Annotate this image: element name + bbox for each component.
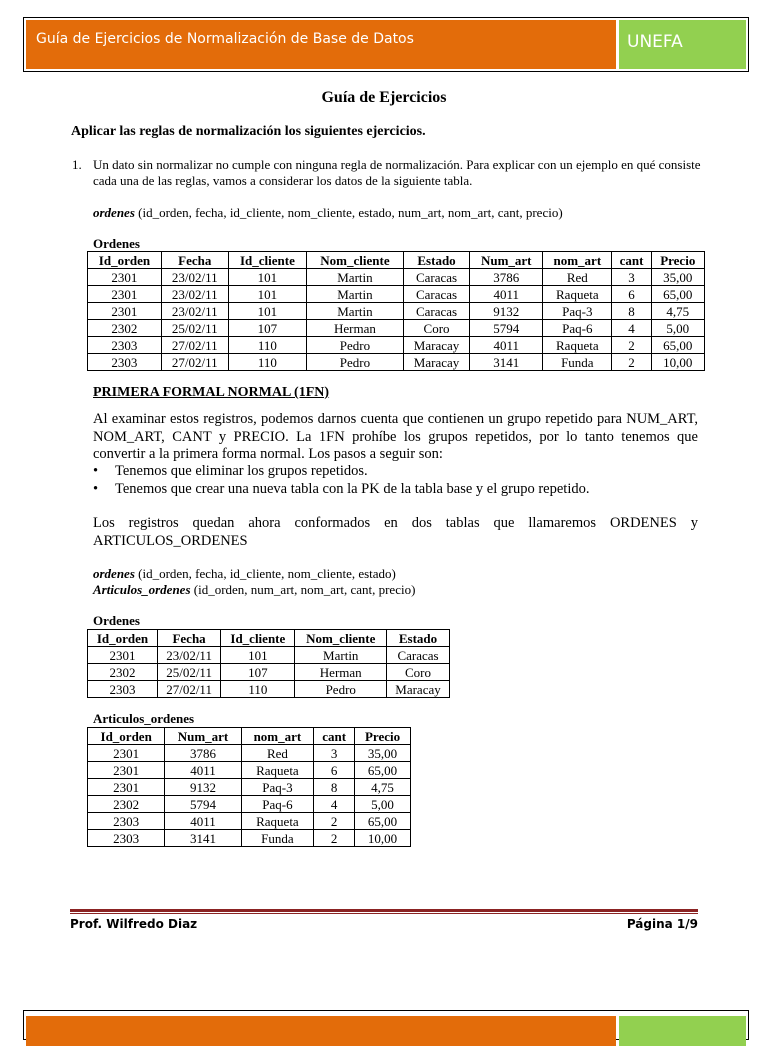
table-row	[88, 830, 411, 847]
table-cell: 2303	[88, 813, 165, 830]
table-row	[88, 762, 411, 779]
header-title: Guía de Ejercicios de Normalización de Base de Datos	[36, 31, 414, 47]
table-cell: 35,00	[651, 269, 704, 286]
table-cell: 3	[314, 745, 355, 762]
table-row	[88, 303, 705, 320]
table-cell: 107	[221, 664, 295, 681]
table-cell: 2	[612, 337, 651, 354]
table-cell: 2302	[88, 320, 162, 337]
table-row	[88, 681, 450, 698]
table-cell: Funda	[241, 830, 314, 847]
articles-orders-table	[87, 727, 411, 847]
paragraph: Los registros quedan ahora conformados en dos tablas que llamaremos ORDENES y ARTICULOS_ORDENES	[93, 515, 698, 549]
footer-rule-thin	[70, 913, 698, 914]
table-cell: 110	[228, 337, 306, 354]
table-cell: Martin	[295, 647, 387, 664]
bullet-list	[93, 462, 703, 498]
table-cell: 2301	[88, 745, 165, 762]
table-cell: Herman	[307, 320, 404, 337]
table-cell: 107	[228, 320, 306, 337]
table-cell: 101	[221, 647, 295, 664]
table-cell: 110	[228, 354, 306, 371]
table-cell: 35,00	[355, 745, 411, 762]
table-cell: Pedro	[307, 354, 404, 371]
table-cell: 2301	[88, 303, 162, 320]
table-cell: 10,00	[355, 830, 411, 847]
column-header: Precio	[355, 728, 411, 745]
table-cell: 5794	[470, 320, 543, 337]
list-item-text: Un dato sin normalizar no cumple con ninguna regla de normalización. Para explicar con un ejemplo en qué consiste cada una de las reglas, vamos a considerar los datos de la siguiente tabla.	[93, 157, 701, 188]
table-cell: 2301	[88, 779, 165, 796]
column-header: Estado	[403, 252, 469, 269]
table-cell: 3141	[165, 830, 241, 847]
table-cell: Paq-3	[543, 303, 612, 320]
schema-ordenes-full	[93, 205, 563, 221]
table-cell: 4011	[470, 286, 543, 303]
column-header: Estado	[387, 630, 450, 647]
table-header-row	[88, 630, 450, 647]
table-cell: 23/02/11	[161, 269, 228, 286]
table-cell: 3	[612, 269, 651, 286]
column-header: Precio	[651, 252, 704, 269]
table-cell: 101	[228, 286, 306, 303]
table-cell: 2	[314, 813, 355, 830]
table-cell: Martin	[307, 269, 404, 286]
table-cell: Martin	[307, 303, 404, 320]
table-cell: Coro	[403, 320, 469, 337]
table-row	[88, 664, 450, 681]
table-cell: Maracay	[403, 354, 469, 371]
schema-articulos-ordenes	[93, 582, 415, 598]
table-cell: Red	[241, 745, 314, 762]
next-page-header	[23, 1010, 749, 1040]
header-title-bar	[26, 20, 616, 69]
column-header: Num_art	[470, 252, 543, 269]
column-header: Id_orden	[88, 630, 158, 647]
table-caption: Articulos_ordenes	[93, 711, 195, 726]
table-cell: 4	[314, 796, 355, 813]
table-cell: 23/02/11	[161, 303, 228, 320]
table-cell: 4,75	[355, 779, 411, 796]
table-header-row	[88, 252, 705, 269]
column-header: Id_orden	[88, 252, 162, 269]
table-cell: Caracas	[387, 647, 450, 664]
document-title: Guía de Ejercicios	[321, 89, 447, 106]
table-header-row	[88, 728, 411, 745]
column-header: Id_cliente	[228, 252, 306, 269]
table-row	[88, 813, 411, 830]
column-header: nom_art	[543, 252, 612, 269]
table-cell: Paq-3	[241, 779, 314, 796]
table-cell: 4011	[470, 337, 543, 354]
instruction-text: Aplicar las reglas de normalización los siguientes ejercicios.	[71, 124, 426, 139]
table-cell: 6	[314, 762, 355, 779]
table-cell: 27/02/11	[157, 681, 220, 698]
table-cell: 27/02/11	[161, 354, 228, 371]
table-cell: Raqueta	[241, 813, 314, 830]
table-row	[88, 647, 450, 664]
table-cell: 101	[228, 303, 306, 320]
table-cell: Raqueta	[543, 286, 612, 303]
table-cell: 8	[612, 303, 651, 320]
table-cell: Maracay	[387, 681, 450, 698]
list-number: 1.	[72, 157, 82, 172]
table-cell: 2303	[88, 830, 165, 847]
table-cell: 3786	[470, 269, 543, 286]
header-brand-box	[619, 20, 746, 69]
table-cell: 2301	[88, 762, 165, 779]
column-header: Nom_cliente	[307, 252, 404, 269]
schema-fields: (id_orden, num_art, nom_art, cant, precio)	[193, 582, 416, 597]
table-cell: 5794	[165, 796, 241, 813]
schema-fields: (id_orden, fecha, id_cliente, nom_cliente, estado)	[138, 566, 396, 581]
table-cell: 10,00	[651, 354, 704, 371]
table-cell: 4011	[165, 813, 241, 830]
table-cell: 6	[612, 286, 651, 303]
column-header: Nom_cliente	[295, 630, 387, 647]
table-cell: 25/02/11	[157, 664, 220, 681]
table-cell: 2	[612, 354, 651, 371]
table-cell: 2301	[88, 269, 162, 286]
column-header: Fecha	[161, 252, 228, 269]
schema-ordenes	[93, 566, 396, 582]
table-cell: Raqueta	[543, 337, 612, 354]
table-cell: 101	[228, 269, 306, 286]
orders-1fn-table	[87, 629, 450, 698]
table-cell: Caracas	[403, 269, 469, 286]
table-cell: 23/02/11	[161, 286, 228, 303]
schema-name: ordenes	[93, 566, 135, 581]
page-header	[23, 17, 749, 72]
table-cell: 4	[612, 320, 651, 337]
table-cell: 2302	[88, 664, 158, 681]
table-cell: Coro	[387, 664, 450, 681]
next-page-title-bar	[26, 1016, 616, 1046]
column-header: cant	[612, 252, 651, 269]
table-cell: 3786	[165, 745, 241, 762]
table-row	[88, 286, 705, 303]
column-header: Fecha	[157, 630, 220, 647]
section-heading: PRIMERA FORMAL NORMAL (1FN)	[93, 385, 330, 400]
table-cell: 65,00	[651, 337, 704, 354]
column-header: cant	[314, 728, 355, 745]
table-cell: 65,00	[355, 813, 411, 830]
schema-name: ordenes	[93, 205, 135, 220]
column-header: Num_art	[165, 728, 241, 745]
table-cell: 3141	[470, 354, 543, 371]
table-cell: 8	[314, 779, 355, 796]
orders-unnormalized-table	[87, 251, 705, 371]
table-cell: 2303	[88, 681, 158, 698]
column-header: nom_art	[241, 728, 314, 745]
table-cell: Martin	[307, 286, 404, 303]
table-row	[88, 779, 411, 796]
column-header: Id_cliente	[221, 630, 295, 647]
table-cell: 2303	[88, 354, 162, 371]
table-cell: 2	[314, 830, 355, 847]
next-page-brand-box	[619, 1016, 746, 1046]
table-cell: Paq-6	[241, 796, 314, 813]
header-brand: UNEFA	[627, 32, 683, 52]
table-row	[88, 320, 705, 337]
table-cell: Maracay	[403, 337, 469, 354]
table-cell: 5,00	[355, 796, 411, 813]
table-cell: Caracas	[403, 286, 469, 303]
table-row	[88, 796, 411, 813]
table-row	[88, 745, 411, 762]
table-cell: 65,00	[651, 286, 704, 303]
footer-author: Prof. Wilfredo Diaz	[70, 917, 198, 931]
table-cell: Pedro	[295, 681, 387, 698]
table-cell: 2301	[88, 647, 158, 664]
table-cell: 2303	[88, 337, 162, 354]
schema-name: Articulos_ordenes	[93, 582, 191, 597]
footer-page-number: Página 1/9	[626, 917, 698, 931]
table-cell: 23/02/11	[157, 647, 220, 664]
table-caption: Ordenes	[93, 613, 140, 628]
paragraph: Al examinar estos registros, podemos darnos cuenta que contienen un grupo repetido para NUM_ART, NOM_ART, CANT y PRECIO. La 1FN prohíbe los grupos repetidos, por lo tanto tenemos que convertir a la primera forma normal. Los pasos a seguir son:	[93, 411, 698, 462]
table-cell: 2301	[88, 286, 162, 303]
table-cell: 9132	[165, 779, 241, 796]
table-cell: Red	[543, 269, 612, 286]
table-cell: Raqueta	[241, 762, 314, 779]
table-cell: 4,75	[651, 303, 704, 320]
table-cell: 65,00	[355, 762, 411, 779]
table-cell: 5,00	[651, 320, 704, 337]
table-cell: Caracas	[403, 303, 469, 320]
column-header: Id_orden	[88, 728, 165, 745]
bullet-item: • Tenemos que eliminar los grupos repetidos.	[93, 462, 703, 480]
schema-fields: (id_orden, fecha, id_cliente, nom_cliente, estado, num_art, nom_art, cant, precio)	[138, 205, 563, 220]
table-row	[88, 354, 705, 371]
table-cell: 25/02/11	[161, 320, 228, 337]
table-cell: Funda	[543, 354, 612, 371]
table-cell: Paq-6	[543, 320, 612, 337]
footer-rule	[70, 909, 698, 912]
table-row	[88, 269, 705, 286]
table-row	[88, 337, 705, 354]
table-cell: 9132	[470, 303, 543, 320]
table-cell: 2302	[88, 796, 165, 813]
table-cell: 110	[221, 681, 295, 698]
table-cell: 27/02/11	[161, 337, 228, 354]
table-cell: Pedro	[307, 337, 404, 354]
bullet-item: • Tenemos que crear una nueva tabla con la PK de la tabla base y el grupo repetido.	[93, 480, 703, 498]
table-cell: Herman	[295, 664, 387, 681]
table-cell: 4011	[165, 762, 241, 779]
table-caption: Ordenes	[93, 236, 140, 251]
